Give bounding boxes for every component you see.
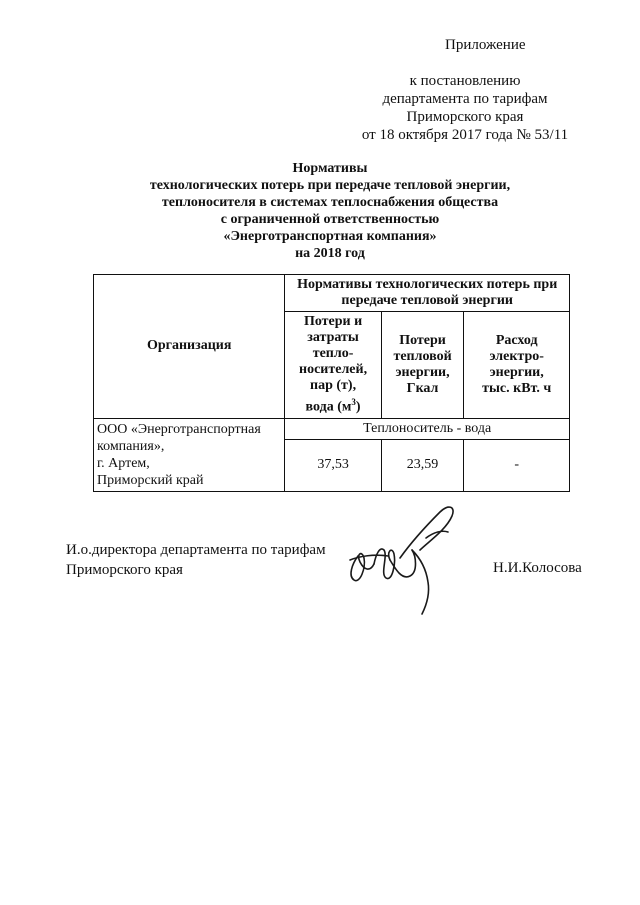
appendix-reference: [300, 72, 630, 144]
title-line: «Энерготранспортная компания»: [223, 229, 437, 244]
position-line: И.о.директора департамента по тарифам: [66, 542, 326, 558]
title-line: с ограниченной ответственностью: [220, 212, 440, 227]
title-line: Нормативы: [292, 161, 368, 176]
appendix-line: от 18 октября 2017 года № 53/11: [361, 127, 569, 143]
appendix-line: к постановлению: [409, 73, 521, 89]
document-title: [80, 160, 580, 262]
group-column-header: Нормативы технологических потерь при передаче тепловой энергии: [285, 275, 570, 312]
losses-column-header: Потери и затраты тепло- носителей, пар (т), вода $(м^3)$: [285, 312, 381, 419]
appendix-title: Приложение: [445, 37, 526, 53]
position-line: Приморского края: [66, 562, 183, 578]
appendix-line: Приморского края: [406, 109, 524, 125]
handwritten-signature: [330, 498, 480, 618]
org-column-header: Организация: [94, 275, 285, 419]
heat-loss-column-header: Потери тепловой энергии, Гкал: [381, 312, 464, 419]
electricity-value: -: [464, 439, 570, 491]
norms-table: [93, 274, 570, 492]
title-line: теплоносителя в системах теплоснабжения общества: [161, 195, 499, 210]
title-line: технологических потерь при передаче тепловой энергии,: [149, 178, 511, 193]
signatory-position: [66, 540, 326, 580]
electricity-column-header: Расход электро- энергии, тыс. кВт. ч: [464, 312, 570, 419]
coolant-subheader: Теплоноситель - вода: [285, 418, 570, 439]
signatory-name: Н.И.Колосова: [493, 560, 582, 576]
losses-value: 37,53: [285, 439, 381, 491]
heat-loss-value: 23,59: [381, 439, 464, 491]
org-cell: ООО «Энерготранспортная компания», г. Артем, Приморский край: [94, 418, 285, 491]
appendix-line: департамента по тарифам: [382, 91, 548, 107]
title-line: на 2018 год: [295, 246, 365, 261]
